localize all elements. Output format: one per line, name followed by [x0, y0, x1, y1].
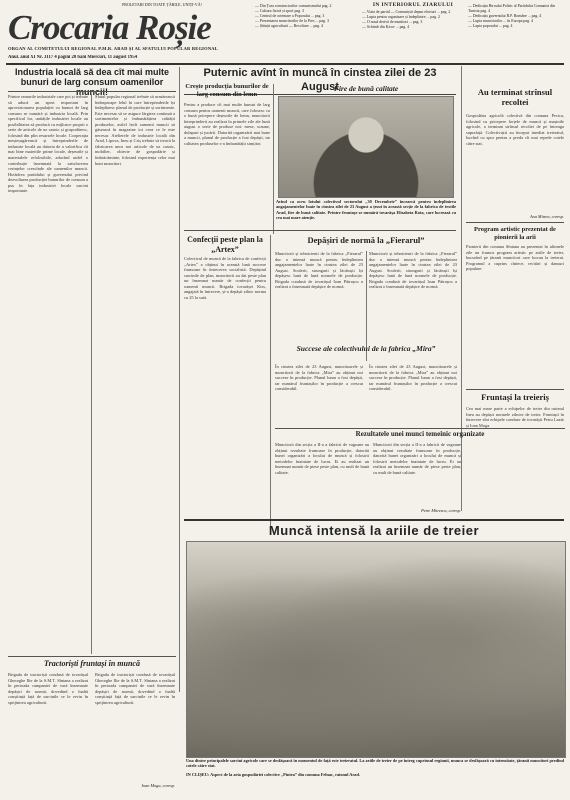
headline-succese: Succese ale colectivului de la fabrica „Mira” — [296, 344, 436, 353]
succese-col1: În cinstea zilei de 23 August, muncitoarele și muncitorii de la fabrica „Mira” au obținut noi succese în producție. Planul lunar a fost depășit, iar numărul fruntașilor în producție a crescut considerabil. — [275, 364, 363, 392]
creste-body: Pentru a produce cît mai multe bunuri de larg consum pentru oamenii muncii, care folosesc cu o bună pricepere deșeurile de lemn, muncitorii întreprinderii au realizat în primele zile ale lunii august o serie de produse noi: mese, scaune, dulapuri și jucării. Datorită organizării mai bune a muncii, planul de producție a fost depășit, iar calitatea produselor s-a îmbunătățit simțitor. — [184, 102, 270, 146]
confectii-body: Colectivul de muncă de la fabrica de confecții „Artex” a obținut în această lună succese frumoase în întrecerea socialistă. Depășind sarcinile de plan, muncitorii au dat peste plan un însemnat număr de confecții pentru oamenii muncii. Brigada tovarășei Kiss, angajată în întrecere, și-a depășit zilnic norma cu 25 la sută. — [184, 256, 266, 300]
headline-munca-intensa: Muncă intensă la ariile de treier — [268, 523, 480, 538]
tractoristi-col1: Brigada de tractoriști condusă de tovarășul Gheorghe Ilie de la S.M.T. Sîntana a realizat în perioada campaniei de vară însemnate depășiri de normă, dovedind o înaltă conștiință față de sarcinile ce le revin în sprijinirea agriculturii. — [8, 672, 88, 705]
date-line: Anul. anul XI Nr. 3117 4 pagini 20 bani Miercuri, 11 august 1954 — [8, 55, 138, 60]
summary-item[interactable]: — Știință agricultură — Recoltare ... pag. 4 — [255, 23, 323, 28]
divider — [184, 519, 564, 521]
tractoristi-col2: Brigada de tractoriști condusă de tovarășul Gheorghe Ilie de la S.M.T. Sîntana a realizat în perioada campaniei de vară însemnate depășiri de normă, dovedind o înaltă conștiință față de sarcinile ce le revin în sprijinirea agriculturii. — [95, 672, 175, 705]
threshing-photo — [186, 541, 566, 758]
headline-fire: Fire de bună calitate — [333, 84, 399, 93]
summary-far-right — [468, 4, 564, 60]
summary-right — [362, 10, 464, 60]
interior-title: IN INTERIORUL ZIARULUI — [372, 2, 454, 8]
headline-puternic: Puternic avînt în muncă în cinstea zilei de 23 August — [184, 66, 456, 95]
worker-photo — [278, 96, 454, 198]
summary-left — [255, 4, 357, 60]
munca-caption-cliseu: IN CLIȘEU: Aspect de la aria gospodăriei colective „Pintea” din comuna Felnac, raionul Arad. — [186, 772, 360, 777]
headline-terminat: Au terminat strînsul recoltei — [477, 87, 553, 107]
industria-col2: Sfatul popular regional trebuie să urmărească îndeaproape felul în care întreprinderile își îndeplinesc planul de producție și sortimente. Este necesar să se asigure lărgirea continuă a sortimentelor și îmbunătățirea calității produselor, astfel încît oamenii muncii să găsească în magazine tot ceea ce le este necesar. Atelierele de industrie locală din Arad, Lipova, Ineu și Criș trebuie să treacă la fabricarea unor noi articole de uz casnic, mobilier, obiecte de gospodărie și îmbrăcăminte, folosind experiența celor mai buni muncitori. — [95, 94, 175, 166]
column-rule — [461, 66, 462, 511]
summary-item[interactable]: — Centrul de orientare a Poporului ... pag. 3 — [255, 13, 325, 18]
fruntasi-treier-body: Cea mai mare parte a echipelor de treier din raionul Ineu au depășit normele zilnice de treier. Fruntașii în întrecere sînt echipele conduse de tovarășii Petru Lazăr și Ioan Moga. — [466, 406, 564, 428]
summary-item[interactable]: — O nouă derivă de munitori ... pag. 3 — [362, 19, 423, 24]
summary-item[interactable]: — Viata de partid — Comuniștii depun eforturi ... pag. 2 — [362, 10, 451, 14]
divider — [8, 91, 176, 92]
rezultate-col2: Muncitorii din secția a II-a a fabricii de vagoane au obținut rezultate frumoase în producție, datorită bunei organizări a locului de muncă și folosirii metodelor înaintate de lucru. Ei au realizat un însemnat număr de piese peste plan, cu mult de bună calitate. — [373, 442, 461, 475]
summary-item[interactable]: — Lupta poporului ... pag. 4 — [468, 23, 513, 28]
depasiri-col1: Muncitorii și tehnicienii de la fabrica „Fierarul” duc o intensă muncă pentru îndeplinirea angajamentelor luate în cinstea zilei de 23 August. Sculerii, strungarii și lăcătușii își depășesc lună de lună normele de producție. Brigada condusă de tovarășul Ioan Pătrașcu a realizat o însemnată depășire de normă. — [275, 251, 363, 290]
depasiri-col2: Muncitorii și tehnicienii de la fabrica „Fierarul” duc o intensă muncă pentru îndeplinirea angajamentelor luate în cinstea zilei de 23 August. Sculerii, strungarii și lăcătușii își depășesc lună de lună normele de producție. Brigada condusă de tovarășul Ioan Pătrașcu a realizat o însemnată depășire de normă. — [369, 251, 457, 290]
headline-confectii: Confecții peste plan la „Artex” — [187, 235, 263, 254]
summary-item[interactable]: — Cultura fizică și sport pag. 3 — [255, 8, 304, 13]
summary-item[interactable]: — Din Țara constructorilor comunismului pag. 2 — [255, 4, 332, 8]
newspaper-subtitle: ORGAN AL COMITETULUI REGIONAL P.M.R. ARAD ȘI AL SFATULUI POPULAR REGIONAL — [8, 46, 218, 51]
summary-item[interactable]: — Lupta muncitorilor ... în Europa pag. 4 — [468, 18, 533, 23]
column-rule — [91, 94, 92, 654]
divider — [275, 428, 565, 429]
headline-fruntasi-treier: Fruntași la treieriș — [481, 392, 549, 402]
headline-creste: Crește producția bunurilor de larg consum din lemn — [185, 83, 269, 98]
headline-tractoristi: Tractoriști fruntași în muncă — [44, 659, 140, 668]
terminat-body: Gospodăria agricolă colectivă din comuna Pecica, folosind cu pricepere forțele de muncă și mașinile agricole, a terminat strînsul recoltei de pe întreaga suprafață. Colectiviștii au început imediat treieratul, lucrînd cu spor pentru a preda cît mai repede cotele către stat. — [466, 113, 564, 146]
newspaper-title: Crocaria Roșie — [8, 8, 211, 47]
divider — [466, 389, 564, 390]
masthead-divider — [6, 63, 564, 65]
divider — [8, 656, 176, 657]
headline-depasiri: Depășiri de normă la „Fierarul” — [307, 235, 425, 245]
summary-item[interactable]: — Lupta pentru organizare și îndeplinire ... pag. 2 — [362, 14, 440, 19]
headline-program: Program artistic prezentat de pionierii la arii — [474, 226, 556, 241]
summary-item[interactable]: — Prezentarea muncitorilor de la Pres ... pag. 3 — [255, 18, 329, 23]
summary-item[interactable]: — Dedicația guvernului R.P. Române ... pag. 4 — [468, 13, 542, 18]
headline-industria: Industria locală să dea cît mai multe bunuri de larg consum oamenilor muncii! — [14, 67, 170, 97]
top-slogan: PROLETARI DIN TOATE ȚĂRILE, UNIȚI-VĂ! — [122, 2, 202, 7]
summary-item[interactable]: — Schimb din Kirov ... pag. 4 — [362, 24, 410, 29]
rezultate-signature: Petre Mitrescu, coresp. — [421, 508, 461, 513]
column-rule — [273, 84, 274, 234]
program-body: Pionierii din comuna Sîntana au prezentat în ultimele zile un frumos program artistic pe ariile de treier, bucurînd pe țăranii muncitori care lucrau la treierat. Programul a cuprins cîntece, recitări și dansuri populare. — [466, 244, 564, 272]
munca-caption: Una dintre principalele sarcini agricole care se desfășoară în momentul de față este treieratul. La ariile de treier de pe întreg cuprinsul regiunii, munca se desfășoară cu intensitate, țăranii muncitori predînd cotele către stat. — [186, 758, 564, 769]
summary-item[interactable]: — Dedicația Biroului Politic al Partidului Comunist din Tunisia pag. 4 — [468, 4, 555, 13]
divider — [466, 222, 564, 223]
industria-col1: Printre ramurile industriale care pot și trebuie să aducă un aport important în aprovizionarea populației cu bunuri de larg consum se numără și industria locală. Prin specificul lor, unitățile industriei locale au posibilitatea să producă cu mijloace proprii o serie de articole de uz casnic și gospodăresc, folosind din plin resursele locale. Cooperația meșteșugărească și întreprinderile de industrie locală au datoria de a valorifica cît mai bine materiile prime locale, deșeurile și materialele refolosibile, aducînd astfel o contribuție însemnată la satisfacerea cerințelor crescînde ale oamenilor muncii. Hotărîrea partidului și guvernului privind dezvoltarea producției bunurilor de consum a pus în fața industriei locale sarcini importante. — [8, 94, 88, 194]
terminat-signature: Ana Mitrea, coresp. — [529, 214, 564, 219]
divider — [184, 230, 456, 231]
column-rule — [270, 235, 271, 535]
headline-rezultate: Rezultatele unei munci temeinic organizate — [355, 430, 485, 438]
rezultate-col1: Muncitorii din secția a II-a a fabricii de vagoane au obținut rezultate frumoase în producție, datorită bunei organizări a locului de muncă și folosirii metodelor înaintate de lucru. Ei au realizat un însemnat număr de piese peste plan, cu mult de bună calitate. — [275, 442, 369, 475]
tractoristi-signature: Ioan Moga, coresp. — [141, 783, 175, 788]
fire-caption: Avînd ca ocru lotului colectivul sectorului „30 Decembrie” încearcă pentru îndeplinirea angajamentelor luate în cinstea zilei de 23 August a țesut în această secție de la fabrica de textile Arad, fire de bună calitate. Printre fruntașe se numără tovarășa Elisabeta Rota, care lucrează cu cea mai mare atenție. — [276, 199, 456, 221]
column-rule — [179, 67, 180, 692]
succese-col2: În cinstea zilei de 23 August, muncitoarele și muncitorii de la fabrica „Mira” au obținut noi succese în producție. Planul lunar a fost depășit, iar numărul fruntașilor în producție a crescut considerabil. — [369, 364, 457, 392]
